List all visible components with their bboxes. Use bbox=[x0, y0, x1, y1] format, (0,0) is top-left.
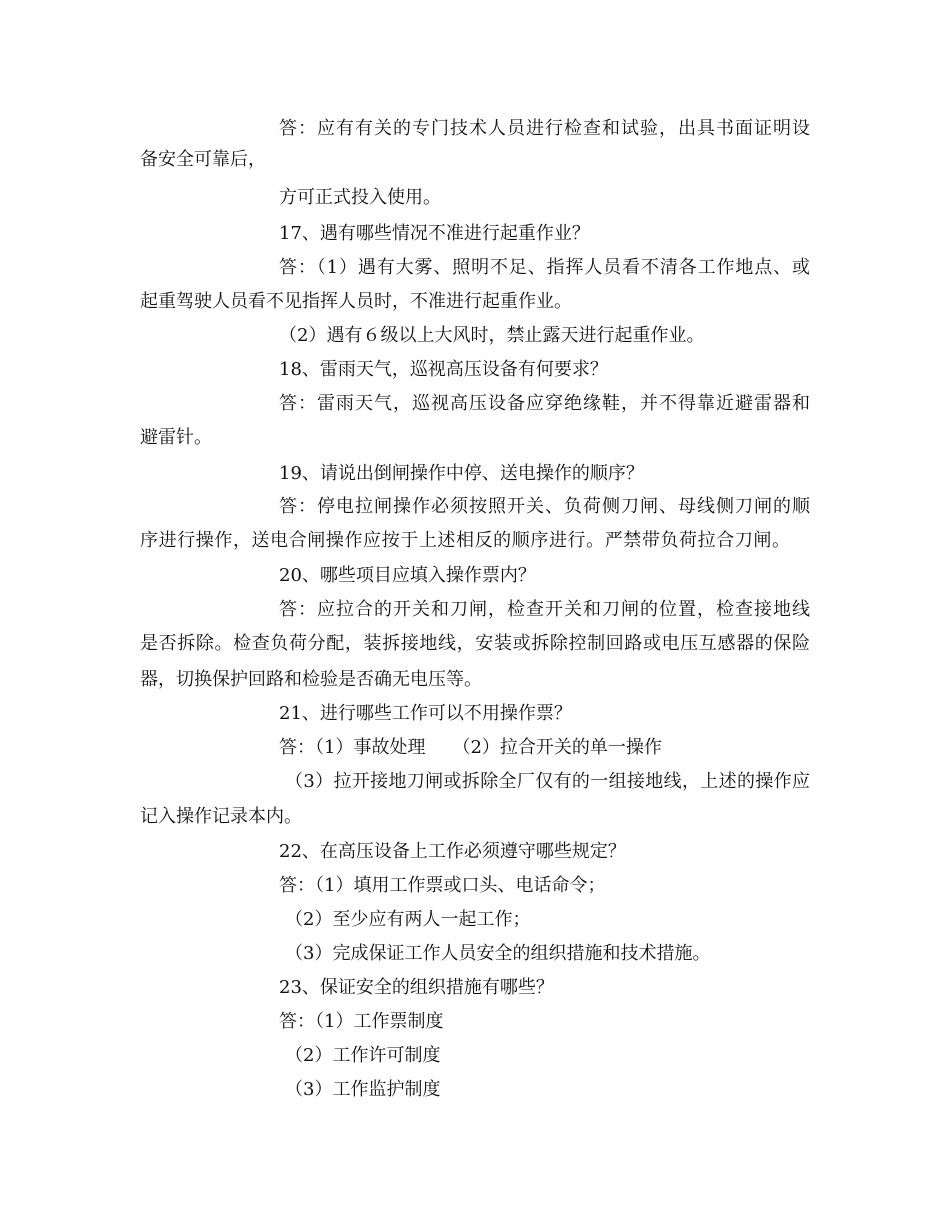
question-21: 21、进行哪些工作可以不用操作票？ bbox=[279, 703, 572, 724]
answer-21-line-3: 记入操作记录本内。 bbox=[140, 806, 302, 827]
answer-20-line-2: 是否拆除。检查负荷分配，装拆接地线，安装或拆除控制回路或电压互感器的保险 bbox=[140, 633, 810, 654]
answer-22-line-3: （3）完成保证工作人员安全的组织措施和技术措施。 bbox=[285, 943, 711, 964]
answer-21-line-1: 答：（1）事故处理 （2）拉合开关的单一操作 bbox=[279, 737, 662, 758]
answer-21-line-2: （3）拉开接地刀闸或拆除全厂仅有的一组接地线，上述的操作应 bbox=[285, 771, 810, 792]
answer-16-line-1: 答：应有有关的专门技术人员进行检查和试验，出具书面证明设 bbox=[279, 118, 810, 139]
question-22: 22、在高压设备上工作必须遵守哪些规定？ bbox=[279, 841, 626, 862]
answer-20-line-3: 器，切换保护回路和检验是否确无电压等。 bbox=[140, 669, 482, 690]
answer-19-line-2: 序进行操作，送电合闸操作应按于上述相反的顺序进行。严禁带负荷拉合刀闸。 bbox=[140, 530, 790, 551]
answer-22-line-2: （2）至少应有两人一起工作； bbox=[285, 909, 531, 930]
question-20: 20、哪些项目应填入操作票内？ bbox=[279, 565, 536, 586]
question-17: 17、遇有哪些情况不准进行起重作业？ bbox=[279, 223, 590, 244]
question-19: 19、请说出倒闸操作中停、送电操作的顺序？ bbox=[279, 463, 644, 484]
answer-17-line-3: （2）遇有６级以上大风时，禁止露天进行起重作业。 bbox=[279, 325, 705, 346]
question-18: 18、雷雨天气，巡视高压设备有何要求？ bbox=[279, 359, 608, 380]
answer-23-line-2: （2）工作许可制度 bbox=[285, 1045, 441, 1066]
answer-17-line-1: 答：（1）遇有大雾、照明不足、指挥人员看不清各工作地点、或 bbox=[279, 257, 810, 278]
answer-20-line-1: 答：应拉合的开关和刀闸，检查开关和刀闸的位置，检查接地线 bbox=[279, 599, 810, 620]
answer-18-line-1: 答：雷雨天气，巡视高压设备应穿绝缘鞋，并不得靠近避雷器和 bbox=[279, 393, 810, 414]
answer-16-line-2: 备安全可靠后， bbox=[140, 149, 266, 170]
answer-18-line-2: 避雷针。 bbox=[140, 427, 212, 448]
answer-23-line-3: （3）工作监护制度 bbox=[285, 1079, 441, 1100]
answer-22-line-1: 答：（1）填用工作票或口头、电话命令； bbox=[279, 875, 606, 896]
answer-16-line-3: 方可正式投入使用。 bbox=[279, 187, 441, 208]
answer-19-line-1: 答：停电拉闸操作必须按照开关、负荷侧刀闸、母线侧刀闸的顺 bbox=[279, 496, 810, 517]
answer-23-line-1: 答：（1）工作票制度 bbox=[279, 1011, 444, 1032]
answer-17-line-2: 起重驾驶人员看不见指挥人员时，不准进行起重作业。 bbox=[140, 291, 572, 312]
question-23: 23、保证安全的组织措施有哪些？ bbox=[279, 977, 554, 998]
